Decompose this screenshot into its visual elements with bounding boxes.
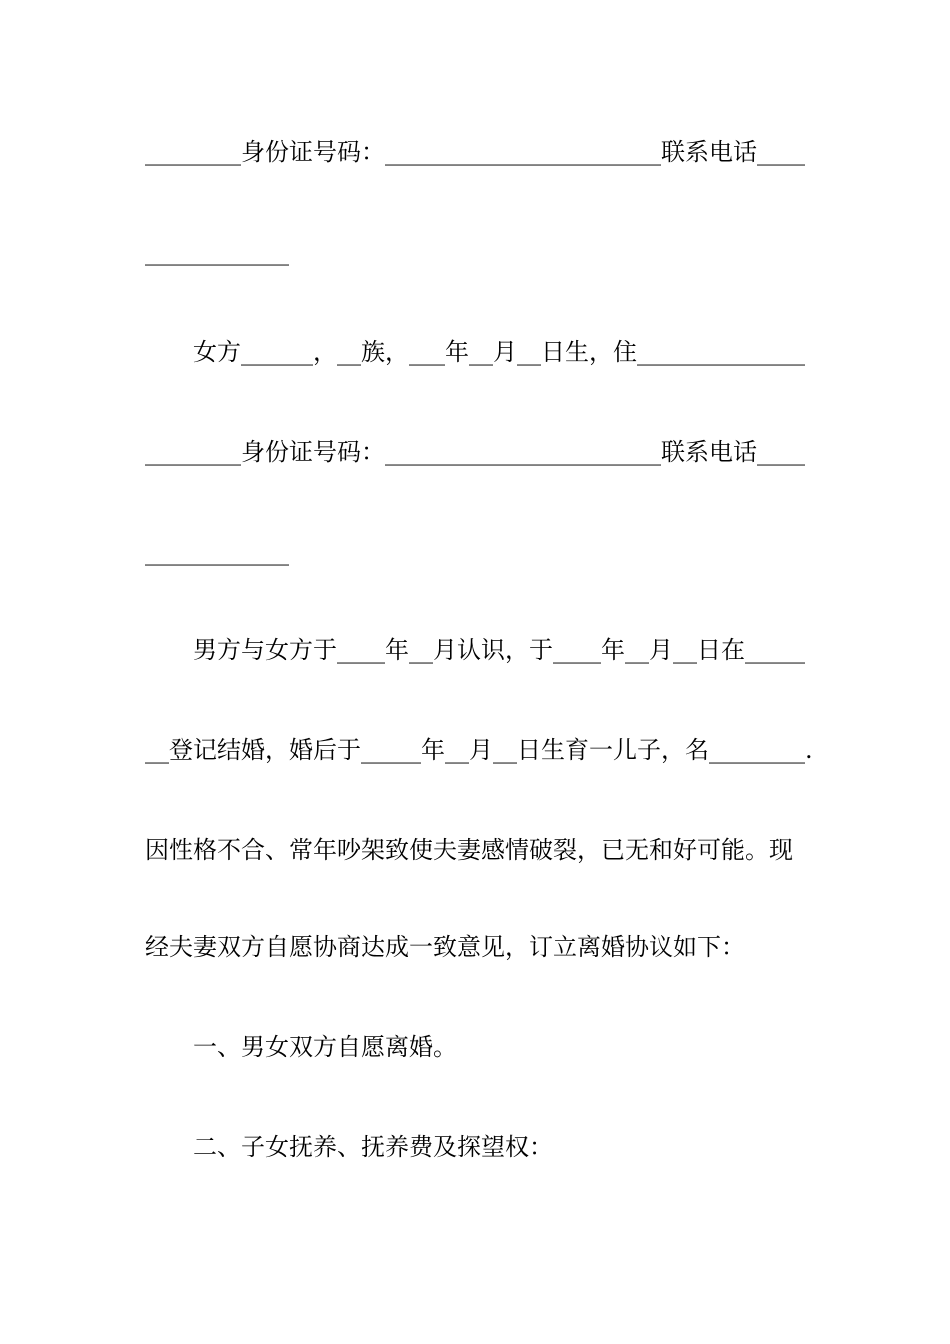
female-phone-continuation: ____________ [145,538,289,566]
marriage-paragraph-line-2: __登记结婚，婚后于_____年__月__日生育一儿子，名________. [145,736,813,764]
marriage-paragraph-line-3: 因性格不合、常年吵架致使夫妻感情破裂，已无和好可能。现 [145,836,793,864]
marriage-paragraph-line-4: 经夫妻双方自愿协商达成一致意见，订立离婚协议如下： [145,933,745,961]
female-info-line: 女方______，__族，___年__月__日生，住______________ [193,338,805,366]
marriage-paragraph-line-1: 男方与女方于____年__月认识，于____年__月__日在_____ [193,636,805,664]
male-phone-continuation: ____________ [145,238,289,266]
female-id-phone-line: ________身份证号码：_______________________联系电话____ [145,438,805,466]
clause-2-heading: 二、子女抚养、抚养费及探望权： [193,1133,553,1161]
clause-1: 一、男女双方自愿离婚。 [193,1033,457,1061]
male-id-phone-line: ________身份证号码：_______________________联系电话____ [145,138,805,166]
